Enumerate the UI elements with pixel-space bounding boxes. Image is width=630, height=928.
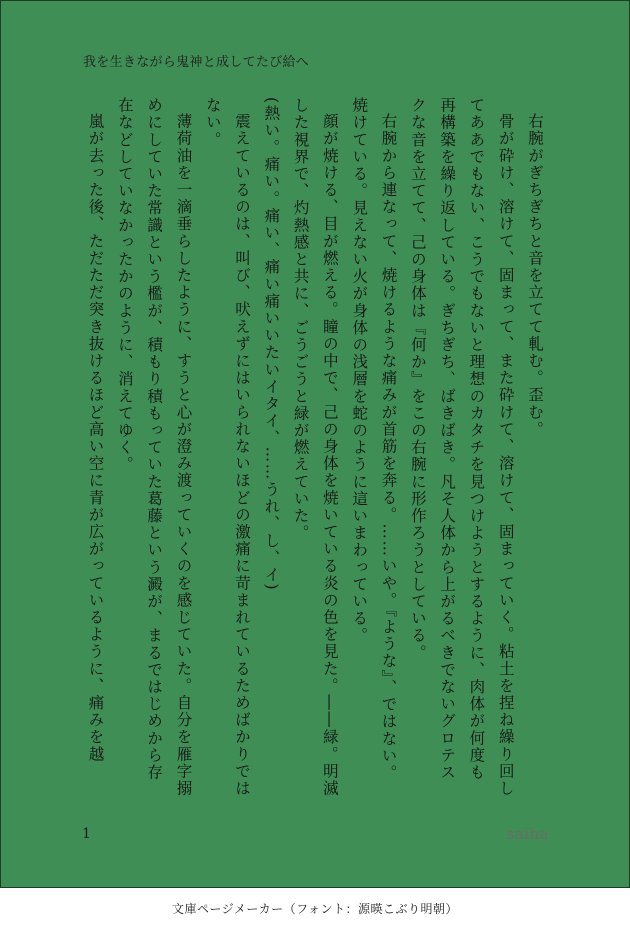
- vertical-text-body: [79, 97, 549, 797]
- paragraph-4: 顔が焼ける、目が燃える。瞳の中で、己の身体を焼いている炎の色を見た。――緑。明滅した視界で、灼熱感と共に、ごうごうと緑が燃えていた。: [291, 97, 339, 797]
- paragraph-7: 薄荷油を一滴垂らしたように、すうと心が澄み渡っていくのを感じていた。自分を雁字搦めにしていた常識という檻が、積もり積もっていた葛藤という澱が、まるではじめから存在などしていなかったかのように、消えてゆく。: [115, 97, 193, 797]
- paragraph-2: 骨が砕け、溶けて、固まって、また砕けて、溶けて、固まっていく。粘土を捏ね繰り回してああでもない、こうでもないと理想のカタチを見つけようとするように、肉体が何度も再構築を繰り返している。ぎちぎち、ばきばき。凡そ人体から上がるべきでないグロテスクな音を立てて、己の身体は『何か』をこの右腕に形作ろうとしている。: [408, 97, 515, 797]
- paragraph-1: 右腕がぎちぎちと音を立てて軋む。歪む。: [526, 112, 544, 438]
- generator-caption: 文庫ページメーカー（フォント：源暎こぶり明朝）: [171, 902, 459, 916]
- paragraph-3: 右腕から連なって、焼けるような痛みが首筋を奔る。……いや。『ような』、ではない。焼けている。見えない火が身体の浅層を蛇のように這いまわっている。: [350, 97, 398, 781]
- book-title: 我を生きながら鬼神と成してたび給へ: [83, 55, 310, 70]
- paragraph-6: 震えているのは、叫び、吠えずにはいられないほどの激痛に苛まれているためばかりではない。: [203, 97, 252, 797]
- page-number: 1: [82, 826, 91, 842]
- paragraph-5-inner-voice: (熱い。痛い。痛い、痛い痛いいたいイタイ、……うれ、し、イ): [262, 97, 281, 592]
- author-name: saiha: [506, 825, 549, 843]
- paragraph-8: 嵐が去った後、ただただ突き抜けるほど高い空に青が広がっているように、痛みを越: [86, 112, 105, 763]
